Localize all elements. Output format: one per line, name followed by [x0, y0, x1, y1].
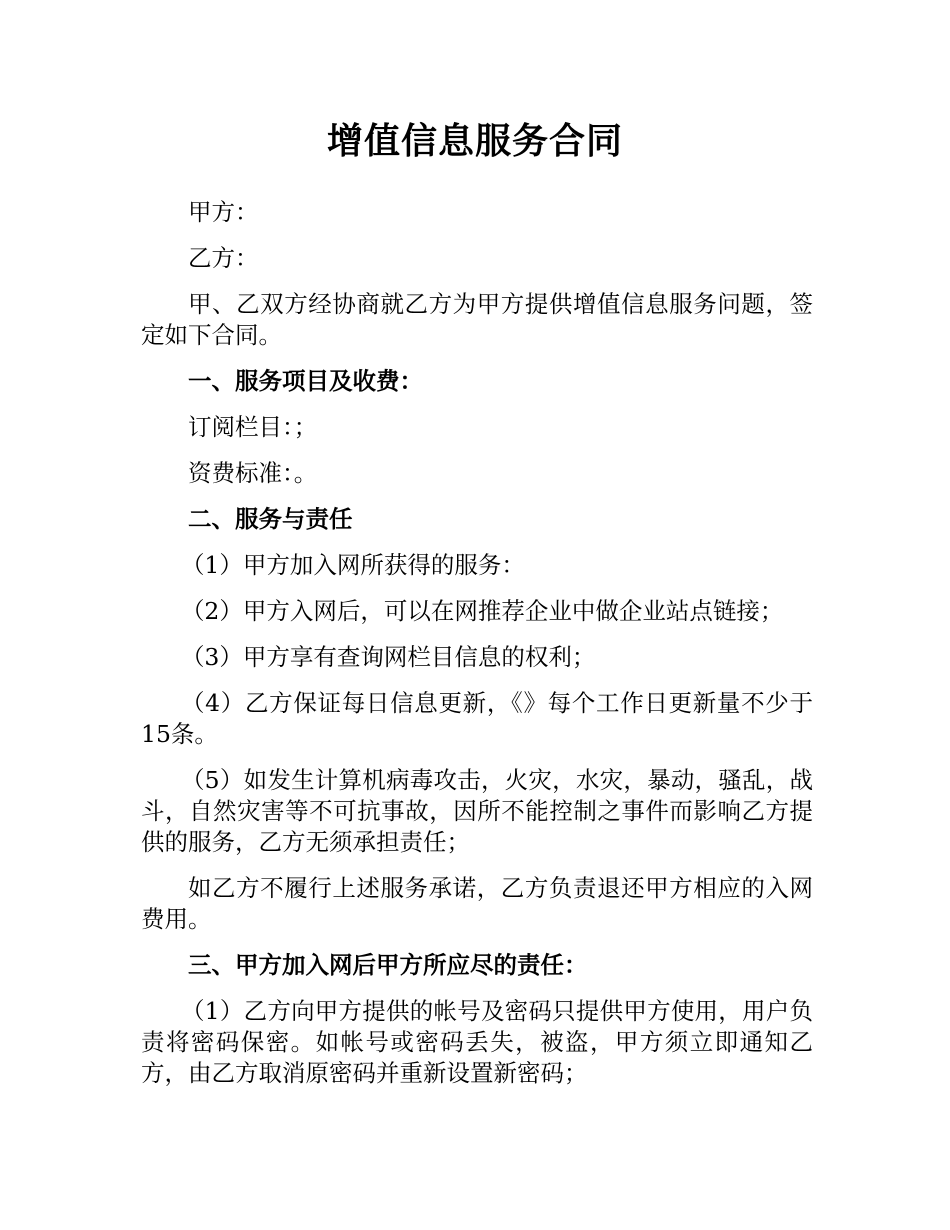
party-a-line: 甲方： [188, 198, 259, 226]
clause-item: （1）乙方向甲方提供的帐号及密码只提供甲方使用，用户负责将密码保密。如帐号或密码丢失，被盗，甲方须立即通知乙方，由乙方取消原密码并重新设置新密码； [141, 997, 813, 1087]
subscription-line: 订阅栏目：； [188, 413, 318, 441]
fee-standard-line: 资费标准：。 [188, 459, 318, 487]
clause-item: （5）如发生计算机病毒攻击，火灾，水灾，暴动，骚乱，战斗，自然灾害等不可抗事故，因所不能控制之事件而影响乙方提供的服务，乙方无须承担责任； [141, 766, 813, 856]
clause-item: （2）甲方入网后，可以在网推荐企业中做企业站点链接； [180, 597, 784, 625]
section-heading: 一、服务项目及收费： [188, 367, 423, 395]
refund-clause: 如乙方不履行上述服务承诺，乙方负责退还甲方相应的入网费用。 [141, 874, 813, 933]
section-heading: 三、甲方加入网后甲方所应尽的责任： [188, 951, 588, 979]
intro-paragraph: 甲、乙双方经协商就乙方为甲方提供增值信息服务问题，签定如下合同。 [141, 290, 813, 349]
document-body [141, 197, 813, 1104]
clause-item: （1）甲方加入网所获得的服务： [180, 551, 525, 579]
document-title: 增值信息服务合同 [326, 121, 623, 162]
clause-item: （4）乙方保证每日信息更新，《》每个工作日更新量不少于15条。 [141, 689, 813, 748]
party-b-line: 乙方： [188, 244, 259, 272]
section-heading: 二、服务与责任 [188, 505, 353, 533]
clause-item: （3）甲方享有查询网栏目信息的权利； [180, 643, 596, 671]
